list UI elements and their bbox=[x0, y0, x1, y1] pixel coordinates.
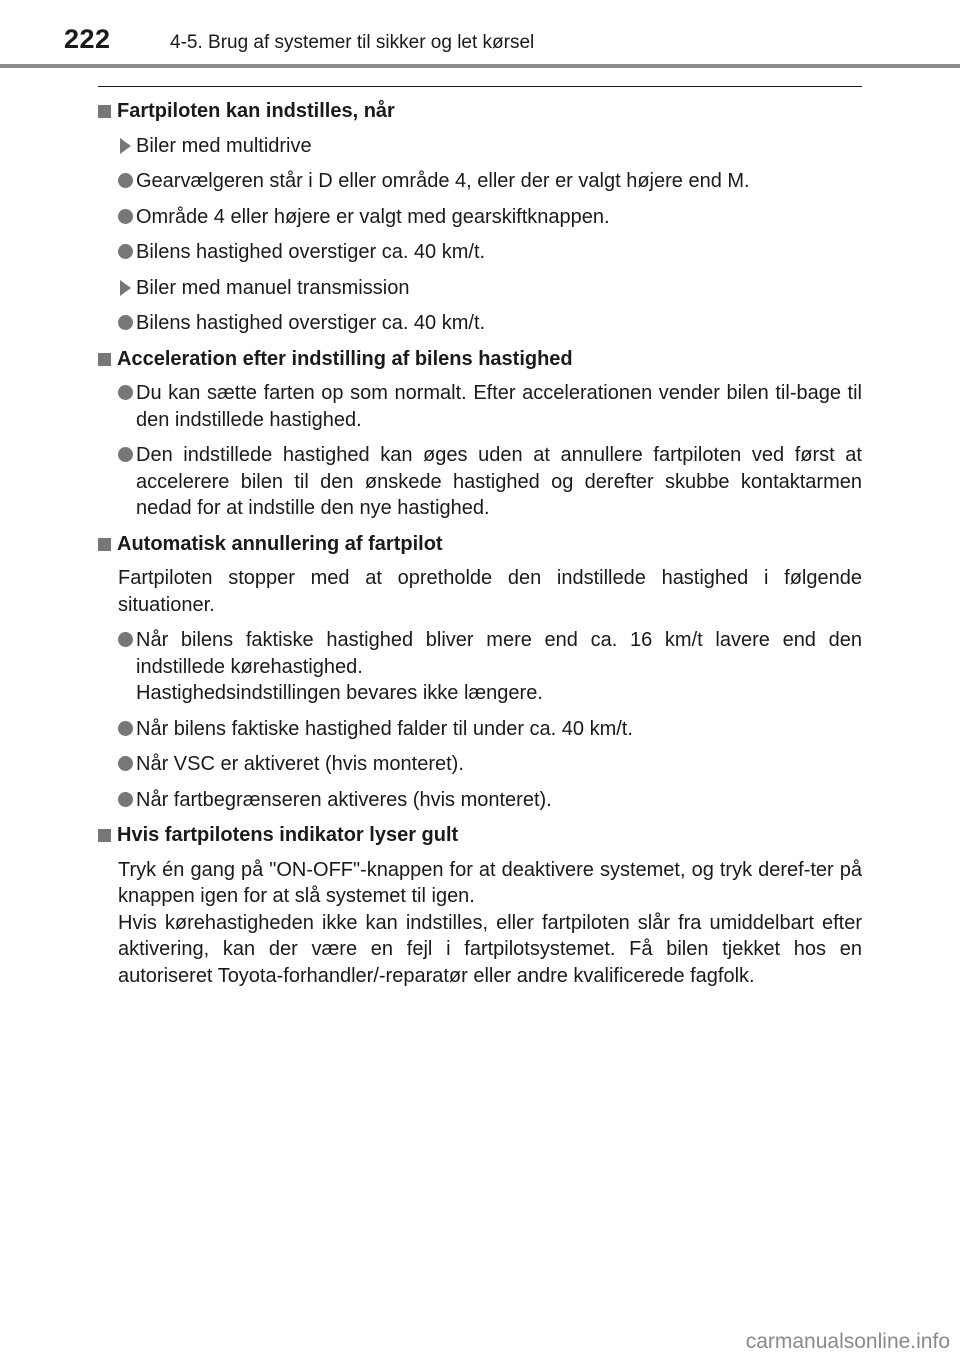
list-item-text bbox=[136, 310, 862, 337]
list-item-text bbox=[136, 275, 862, 302]
dot-bullet-icon bbox=[118, 632, 133, 647]
list-item-text bbox=[136, 239, 862, 266]
list-item-line: Når fartbegrænseren aktiveres (hvis monteret). bbox=[136, 788, 552, 811]
list-item bbox=[98, 627, 862, 707]
section bbox=[98, 531, 862, 814]
list-item-line: Du kan sætte farten op som normalt. Efter accelerationen vender bilen til-bage til den indstillede hastighed. bbox=[136, 382, 862, 431]
manual-content bbox=[98, 98, 862, 998]
list-item-line: Område 4 eller højere er valgt med gearskiftknappen. bbox=[136, 205, 610, 228]
square-bullet-icon bbox=[98, 538, 111, 551]
chapter-title: 4-5. Brug af systemer til sikker og let kørsel bbox=[170, 32, 535, 53]
section-paragraph bbox=[98, 857, 862, 990]
list-item-line: Når bilens faktiske hastighed bliver mere end ca. 16 km/t lavere end den indstillede kørehastighed. bbox=[136, 629, 862, 678]
section-heading bbox=[98, 531, 862, 558]
list-item-line: Bilens hastighed overstiger ca. 40 km/t. bbox=[136, 241, 486, 263]
list-marker bbox=[118, 755, 136, 771]
dot-bullet-icon bbox=[118, 173, 133, 188]
list-item-text bbox=[136, 133, 862, 160]
header-divider bbox=[0, 64, 960, 68]
paragraph-line: Fartpiloten stopper med at opretholde den indstillede hastighed i følgende situationer. bbox=[118, 567, 862, 616]
list-item-text bbox=[136, 716, 862, 743]
list-marker bbox=[118, 172, 136, 188]
square-bullet-icon bbox=[98, 829, 111, 842]
list-marker bbox=[118, 791, 136, 807]
dot-bullet-icon bbox=[118, 244, 133, 259]
list-item bbox=[98, 168, 862, 195]
dot-bullet-icon bbox=[118, 447, 133, 462]
content-top-rule bbox=[98, 86, 862, 87]
triangle-bullet-icon bbox=[120, 138, 131, 154]
list-item-line: Bilens hastighed overstiger ca. 40 km/t. bbox=[136, 312, 486, 334]
dot-bullet-icon bbox=[118, 721, 133, 736]
square-bullet-icon bbox=[98, 353, 111, 366]
section-heading bbox=[98, 822, 862, 849]
list-marker bbox=[118, 314, 136, 330]
list-item bbox=[98, 133, 862, 160]
dot-bullet-icon bbox=[118, 756, 133, 771]
list-marker bbox=[118, 631, 136, 647]
list-item bbox=[98, 204, 862, 231]
list-item-line: Biler med manuel transmission bbox=[136, 276, 410, 299]
list-item-text bbox=[136, 751, 862, 778]
list-item bbox=[98, 716, 862, 743]
square-bullet-icon bbox=[98, 105, 111, 118]
section bbox=[98, 822, 862, 989]
dot-bullet-icon bbox=[118, 792, 133, 807]
list-item-text bbox=[136, 204, 862, 231]
section bbox=[98, 98, 862, 337]
section bbox=[98, 346, 862, 522]
list-marker bbox=[118, 137, 136, 154]
list-item-line: Den indstillede hastighed kan øges uden at annullere fartpiloten ved først at accelerere bilen til den ønskede hastighed og derefter skubbe kontaktarmen nedad for at indstille den nye hastighed. bbox=[136, 444, 862, 519]
paragraph-line: Tryk én gang på "ON-OFF"-knappen for at deaktivere systemet, og tryk deref-ter på knappen igen for at slå systemet til igen. bbox=[118, 858, 862, 907]
dot-bullet-icon bbox=[118, 315, 133, 330]
list-item-line: Når VSC er aktiveret (hvis monteret). bbox=[136, 753, 464, 775]
list-marker bbox=[118, 384, 136, 400]
list-item bbox=[98, 239, 862, 266]
list-item-text bbox=[136, 627, 862, 707]
section-heading-text: Acceleration efter indstilling af bilens hastighed bbox=[117, 347, 573, 370]
list-item-line: Gearvælgeren står i D eller område 4, eller der er valgt højere end M. bbox=[136, 170, 750, 192]
page-header bbox=[0, 0, 960, 64]
section-heading bbox=[98, 346, 862, 373]
dot-bullet-icon bbox=[118, 209, 133, 224]
paragraph-line: Hvis kørehastigheden ikke kan indstilles, eller fartpiloten slår fra umiddelbart efter aktivering, kan der være en fejl i fartpilotsystemet. Få bilen tjekket hos en autoriseret Toyota-forhandler/-reparatør eller andre kvalificerede fagfolk. bbox=[118, 911, 862, 987]
list-item-text bbox=[136, 442, 862, 522]
list-item-line: Når bilens faktiske hastighed falder til under ca. 40 km/t. bbox=[136, 717, 633, 740]
section-heading-text: Automatisk annullering af fartpilot bbox=[117, 532, 443, 555]
list-item-line: Hastighedsindstillingen bevares ikke længere. bbox=[136, 682, 543, 704]
list-item bbox=[98, 787, 862, 814]
list-marker bbox=[118, 208, 136, 224]
watermark: carmanualsonline.info bbox=[745, 1330, 950, 1353]
list-item bbox=[98, 442, 862, 522]
list-item bbox=[98, 310, 862, 337]
page-number: 222 bbox=[64, 24, 111, 54]
section-paragraph bbox=[98, 565, 862, 618]
section-heading bbox=[98, 98, 862, 125]
list-item-text bbox=[136, 380, 862, 433]
dot-bullet-icon bbox=[118, 385, 133, 400]
list-item bbox=[98, 751, 862, 778]
list-marker bbox=[118, 279, 136, 296]
section-heading-text: Fartpiloten kan indstilles, når bbox=[117, 100, 395, 122]
list-item bbox=[98, 275, 862, 302]
triangle-bullet-icon bbox=[120, 280, 131, 296]
list-item bbox=[98, 380, 862, 433]
list-item-text bbox=[136, 787, 862, 814]
list-marker bbox=[118, 446, 136, 462]
list-marker bbox=[118, 720, 136, 736]
list-marker bbox=[118, 243, 136, 259]
list-item-text bbox=[136, 168, 862, 195]
section-heading-text: Hvis fartpilotens indikator lyser gult bbox=[117, 824, 459, 846]
list-item-line: Biler med multidrive bbox=[136, 134, 312, 157]
